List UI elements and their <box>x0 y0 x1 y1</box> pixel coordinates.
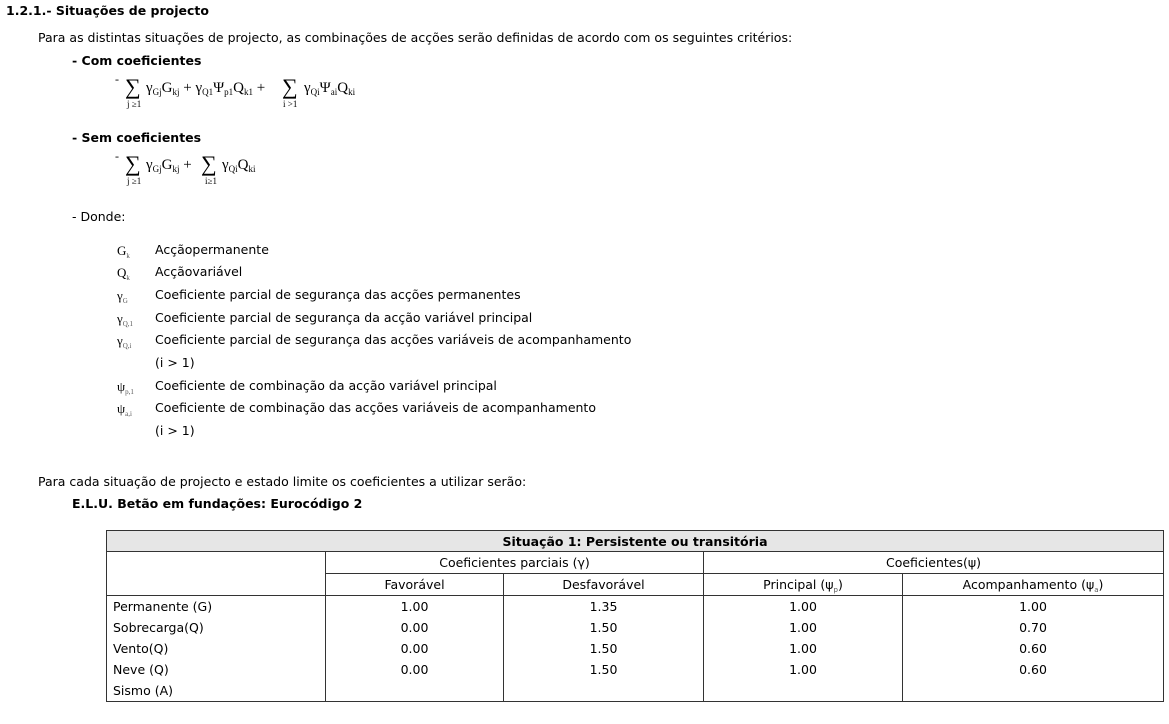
cell-principal: 1.00 <box>704 638 903 659</box>
sum-limit: i≥1 <box>205 176 217 186</box>
coef-intro: Para cada situação de projecto e estado limite os coeficientes a utilizar serão: <box>38 474 527 489</box>
cell-fav: 0.00 <box>326 638 504 659</box>
cell-label: Permanente (G) <box>107 596 326 618</box>
cell-principal <box>704 680 903 702</box>
header-partial-coefficients: Coeficientes parciais (γ) <box>326 552 704 574</box>
definition-symbol: $\gamma_{Q,i}$ <box>117 333 132 350</box>
formula-term: $\gamma_{Qi}Q_{ki}$ <box>222 157 256 174</box>
table-row <box>107 596 1164 618</box>
cell-acomp: 0.70 <box>903 617 1164 638</box>
elu-title: E.L.U. Betão em fundações: Eurocódigo 2 <box>72 496 363 511</box>
cell-fav: 1.00 <box>326 596 504 618</box>
definition-symbol: $\psi_{p,1}$ <box>117 379 134 396</box>
cell-label: Sobrecarga(Q) <box>107 617 326 638</box>
header-combination-coefficients: Coeficientes(ψ) <box>704 552 1164 574</box>
cell-label: Neve (Q) <box>107 659 326 680</box>
sum-symbol: ∑ <box>125 74 141 99</box>
sum-limit: i >1 <box>283 99 298 109</box>
coefficients-table <box>106 530 1164 702</box>
cell-acomp: 0.60 <box>903 659 1164 680</box>
definition-symbol: $Q_k$ <box>117 265 130 282</box>
cell-fav <box>326 680 504 702</box>
header-acompanhamento: Acompanhamento $(\psi_a)$ <box>903 574 1164 596</box>
cell-fav: 0.00 <box>326 659 504 680</box>
sum-symbol: ∑ <box>125 151 141 176</box>
without-coef-label: - Sem coeficientes <box>72 130 202 145</box>
definition-symbol: $\gamma_{Q,1}$ <box>117 311 134 328</box>
definition-symbol: $\gamma_G$ <box>117 288 128 305</box>
formula-term: $\gamma_{Qi}\Psi_{ai}Q_{ki}$ <box>304 80 356 97</box>
header-desfavoravel: Desfavorável <box>504 574 704 596</box>
section-title: 1.2.1.- Situações de projecto <box>6 3 209 18</box>
formula-dash: - <box>115 149 119 163</box>
table-body <box>107 596 1164 702</box>
cell-acomp <box>903 680 1164 702</box>
definition-text: Acçãopermanente <box>155 242 269 257</box>
cell-desfav: 1.50 <box>504 659 704 680</box>
formula-term: $\gamma_{Gj}G_{kj} + \gamma_{Q1}\Psi_{p1}Q_{k1}$ + <box>146 80 266 97</box>
table-row <box>107 680 1164 702</box>
with-coef-label: - Com coeficientes <box>72 53 202 68</box>
definition-text: Coeficiente de combinação das acções variáveis de acompanhamento <box>155 400 596 415</box>
definition-text: Coeficiente parcial de segurança das acções permanentes <box>155 287 521 302</box>
definition-text: (i > 1) <box>155 423 195 438</box>
table-row <box>107 659 1164 680</box>
cell-label: Vento(Q) <box>107 638 326 659</box>
table-row <box>107 617 1164 638</box>
formula-term: $\gamma_{Gj}G_{kj}$ + <box>146 157 192 174</box>
cell-desfav <box>504 680 704 702</box>
formula-dash: - <box>115 72 119 86</box>
sum-limit: j ≥1 <box>127 99 142 109</box>
header-principal: Principal $(\psi_p)$ <box>704 574 903 596</box>
definition-symbol: $G_k$ <box>117 243 130 260</box>
definition-text: Coeficiente parcial de segurança das acções variáveis de acompanhamento <box>155 332 632 347</box>
cell-acomp: 1.00 <box>903 596 1164 618</box>
cell-acomp: 0.60 <box>903 638 1164 659</box>
table-title: Situação 1: Persistente ou transitória <box>107 531 1164 552</box>
sum-limit: j ≥1 <box>127 176 142 186</box>
cell-desfav: 1.35 <box>504 596 704 618</box>
table-row <box>107 638 1164 659</box>
definition-text: Acçãovariável <box>155 264 243 279</box>
definition-text: Coeficiente parcial de segurança da acção variável principal <box>155 310 533 325</box>
cell-principal: 1.00 <box>704 659 903 680</box>
table-corner <box>107 552 326 596</box>
header-favoravel: Favorável <box>326 574 504 596</box>
sum-symbol: ∑ <box>201 151 217 176</box>
cell-desfav: 1.50 <box>504 617 704 638</box>
definition-text: Coeficiente de combinação da acção variável principal <box>155 378 497 393</box>
cell-desfav: 1.50 <box>504 638 704 659</box>
cell-label: Sismo (A) <box>107 680 326 702</box>
intro-text: Para as distintas situações de projecto, as combinações de acções serão definidas de acordo com os seguintes critérios: <box>38 30 793 45</box>
sum-symbol: ∑ <box>282 74 298 99</box>
where-label: - Donde: <box>72 209 126 224</box>
cell-principal: 1.00 <box>704 617 903 638</box>
cell-fav: 0.00 <box>326 617 504 638</box>
definition-symbol: $\psi_{a,i}$ <box>117 401 132 418</box>
cell-principal: 1.00 <box>704 596 903 618</box>
definition-text: (i > 1) <box>155 355 195 370</box>
